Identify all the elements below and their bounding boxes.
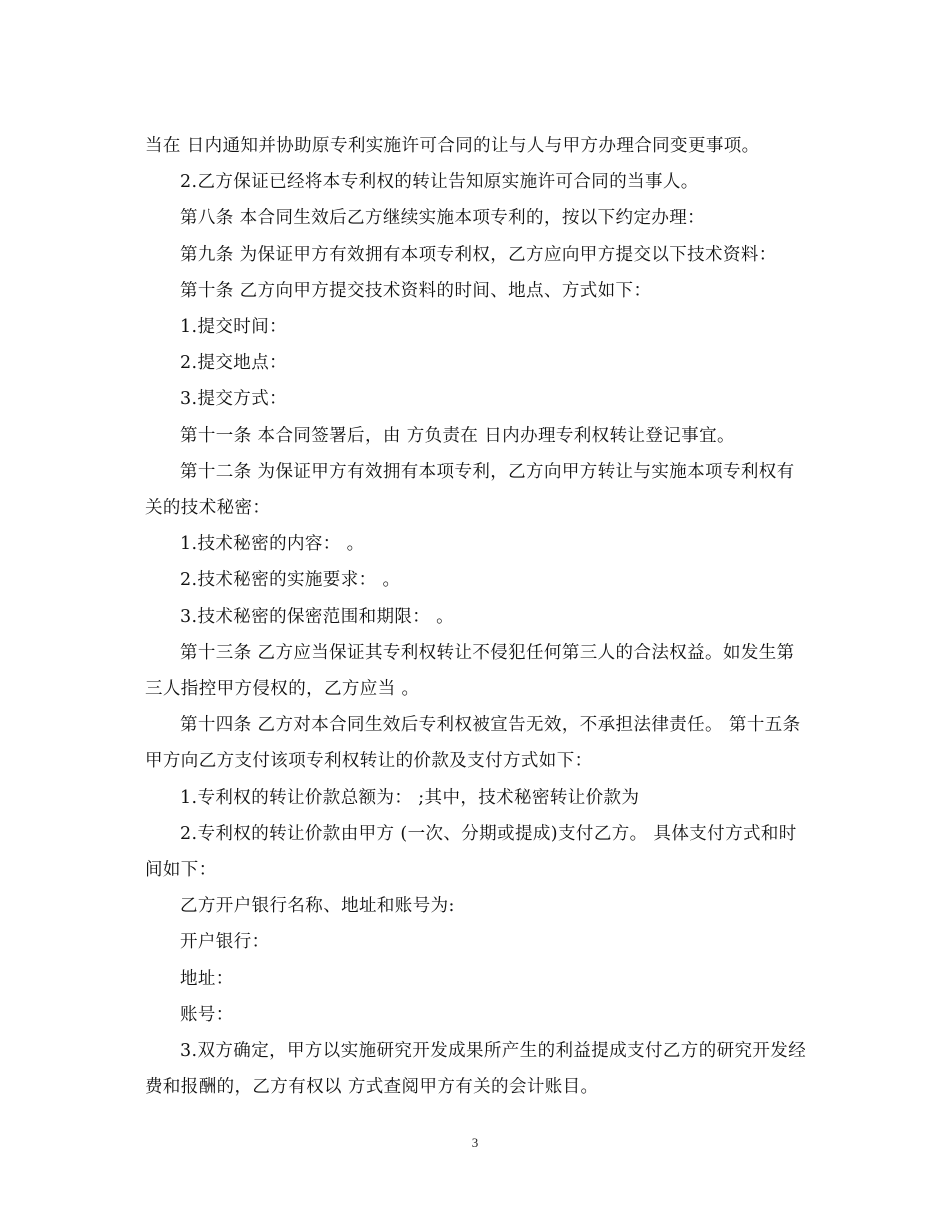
- paragraph-10: 第十二条 为保证甲方有效拥有本项专利，乙方向甲方转让与实施本项专利权有关的技术秘密：: [145, 461, 795, 519]
- paragraph-18: 乙方开户银行名称、地址和账号为:: [180, 896, 455, 917]
- paragraph-21: 账号：: [180, 1004, 234, 1025]
- paragraph-3: 第八条 本合同生效后乙方继续实施本项专利的，按以下约定办理：: [180, 208, 706, 229]
- paragraph-19: 开户银行：: [180, 932, 270, 953]
- paragraph-14: 第十三条 乙方应当保证其专利权转让不侵犯任何第三人的合法权益。如发生第三人指控甲方侵权的，乙方应当 。: [145, 642, 795, 700]
- paragraph-17: 2.专利权的转让价款由甲方 (一次、分期或提成)支付乙方。 具体支付方式和时间如下：: [145, 823, 797, 881]
- paragraph-4: 第九条 为保证甲方有效拥有本项专利权，乙方应向甲方提交以下技术资料：: [180, 244, 777, 265]
- paragraph-2: 2.乙方保证已经将本专利权的转让告知原实施许可合同的当事人。: [180, 172, 699, 193]
- paragraph-12: 2.技术秘密的实施要求： 。: [180, 570, 401, 591]
- paragraph-22: 3.双方确定，甲方以实施研究开发成果所产生的利益提成支付乙方的研究开发经费和报酬的，乙方有权以 方式查阅甲方有关的会计账目。: [145, 1041, 807, 1098]
- paragraph-5: 第十条 乙方向甲方提交技术资料的时间、地点、方式如下：: [180, 280, 652, 301]
- paragraph-7: 2.提交地点：: [180, 353, 287, 374]
- paragraph-8: 3.提交方式：: [180, 389, 287, 410]
- paragraph-15: 第十四条 乙方对本合同生效后专利权被宣告无效，不承担法律责任。 第十五条 甲方向乙方支付该项专利权转让的价款及支付方式如下：: [145, 715, 801, 772]
- document-body: [145, 128, 810, 1105]
- page-number: 3: [471, 1135, 479, 1150]
- paragraph-13: 3.技术秘密的保密范围和期限： 。: [180, 606, 455, 627]
- paragraph-6: 1.提交时间：: [180, 317, 287, 338]
- paragraph-9: 第十一条 本合同签署后，由 方负责在 日内办理专利权转让登记事宜。: [180, 425, 735, 446]
- paragraph-1: 当在 日内通知并协助原专利实施许可合同的让与人与甲方办理合同变更事项。: [145, 136, 760, 156]
- paragraph-20: 地址：: [180, 968, 234, 989]
- paragraph-16: 1.专利权的转让价款总额为： ;其中，技术秘密转让价款为: [180, 787, 640, 808]
- paragraph-11: 1.技术秘密的内容： 。: [180, 534, 365, 555]
